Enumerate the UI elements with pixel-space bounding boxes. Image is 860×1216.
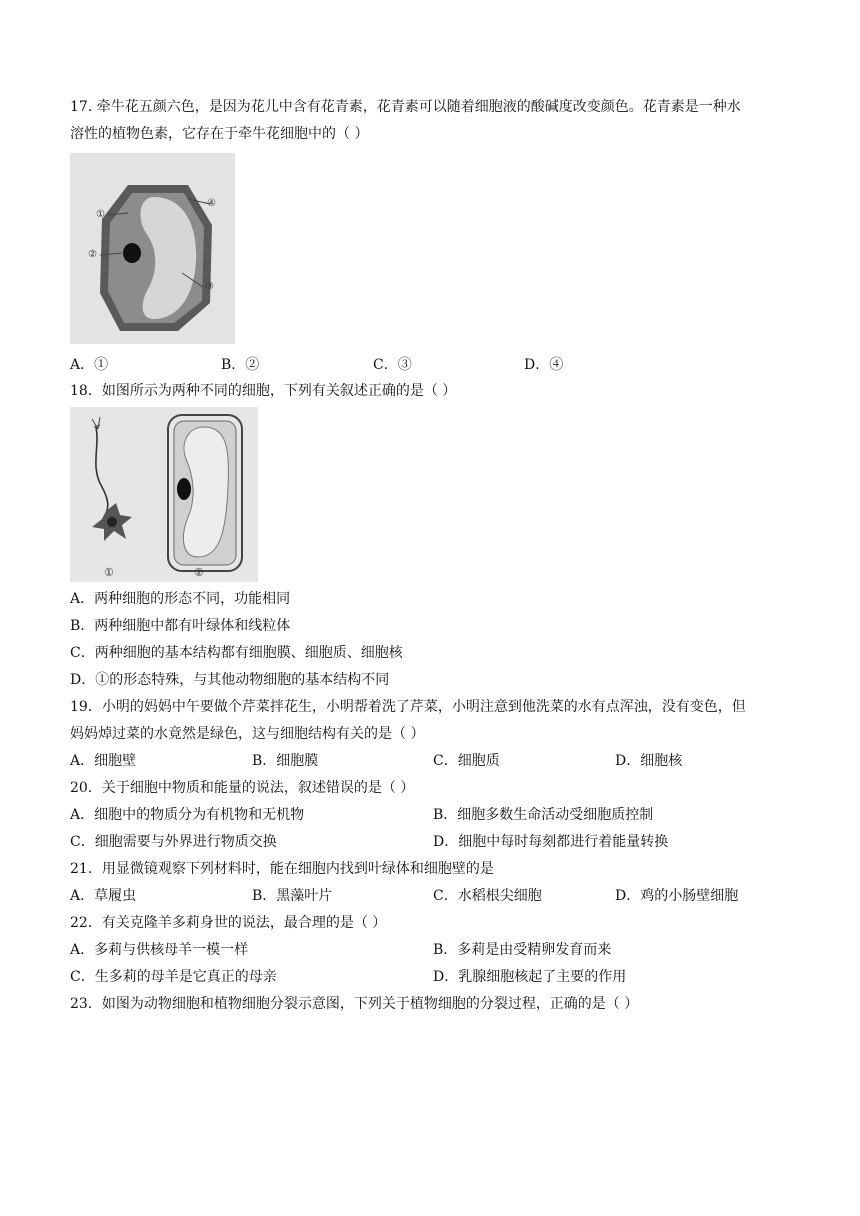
q18-label-1: ① — [104, 566, 114, 579]
q19-option-a[interactable]: A．细胞壁 — [70, 753, 137, 769]
q22-option-b[interactable]: B．多莉是由受精卵发育而来 — [433, 942, 612, 958]
q19-option-b[interactable]: B．细胞膜 — [252, 753, 319, 769]
q18-option-c[interactable]: C．两种细胞的基本结构都有细胞膜、细胞质、细胞核 — [70, 645, 403, 661]
q22-option-a[interactable]: A．多莉与供核母羊一模一样 — [70, 942, 249, 958]
q19-option-c[interactable]: C．细胞质 — [433, 753, 500, 769]
q19-stem-line1: 19．小明的妈妈中午要做个芹菜拌花生，小明帮着洗了芹菜，小明注意到他洗菜的水有点浑浊，没有变色，但 — [70, 699, 746, 715]
q17-stem-line2: 溶性的植物色素，它存在于牵牛花细胞中的（ ） — [70, 126, 369, 142]
q17-option-a[interactable]: A．① — [70, 357, 109, 373]
q17-label-2: ② — [88, 249, 97, 260]
q22-stem: 22．有关克隆羊多莉身世的说法，最合理的是（ ） — [70, 915, 387, 931]
q20-option-a[interactable]: A．细胞中的物质分为有机物和无机物 — [70, 807, 305, 823]
q17-stem-line1: 17. 牵牛花五颜六色，是因为花儿中含有花青素，花青素可以随着细胞液的酸碱度改变颜色。花青素是一种水 — [70, 99, 741, 115]
q17-label-1: ① — [96, 209, 105, 220]
q23-stem: 23．如图为动物细胞和植物细胞分裂示意图，下列关于植物细胞的分裂过程，正确的是（ ） — [70, 996, 639, 1012]
q18-option-d[interactable]: D．①的形态特殊，与其他动物细胞的基本结构不同 — [70, 672, 390, 688]
q21-option-d[interactable]: D．鸡的小肠壁细胞 — [615, 888, 739, 904]
q21-option-c[interactable]: C．水稻根尖细胞 — [433, 888, 542, 904]
q20-option-d[interactable]: D．细胞中每时每刻都进行着能量转换 — [433, 834, 669, 850]
q18-label-2: ② — [194, 566, 204, 579]
q19-option-d[interactable]: D．细胞核 — [615, 753, 683, 769]
q21-stem: 21．用显微镜观察下列材料时，能在细胞内找到叶绿体和细胞壁的是 — [70, 861, 494, 877]
q18-option-b[interactable]: B．两种细胞中都有叶绿体和线粒体 — [70, 618, 291, 634]
q17-label-3: ③ — [205, 281, 214, 292]
q21-option-a[interactable]: A．草履虫 — [70, 888, 137, 904]
q17-option-c[interactable]: C．③ — [373, 357, 412, 373]
q18-option-a[interactable]: A．两种细胞的形态不同，功能相同 — [70, 591, 291, 607]
q22-option-c[interactable]: C．生多莉的母羊是它真正的母亲 — [70, 969, 277, 985]
q17-option-d[interactable]: D．④ — [524, 357, 564, 373]
q17-label-4: ④ — [207, 198, 216, 209]
q20-option-c[interactable]: C．细胞需要与外界进行物质交换 — [70, 834, 277, 850]
q18-two-cells-figure — [70, 407, 258, 582]
q18-stem: 18．如图所示为两种不同的细胞，下列有关叙述正确的是（ ） — [70, 383, 457, 399]
q17-plant-cell-figure — [70, 153, 235, 344]
q20-option-b[interactable]: B．细胞多数生命活动受细胞质控制 — [433, 807, 654, 823]
q22-option-d[interactable]: D．乳腺细胞核起了主要的作用 — [433, 969, 627, 985]
q20-stem: 20．关于细胞中物质和能量的说法，叙述错误的是（ ） — [70, 780, 415, 796]
q17-option-b[interactable]: B．② — [221, 357, 260, 373]
q19-stem-line2: 妈妈焯过菜的水竟然是绿色，这与细胞结构有关的是（ ） — [70, 726, 425, 742]
q21-option-b[interactable]: B．黑藻叶片 — [252, 888, 333, 904]
